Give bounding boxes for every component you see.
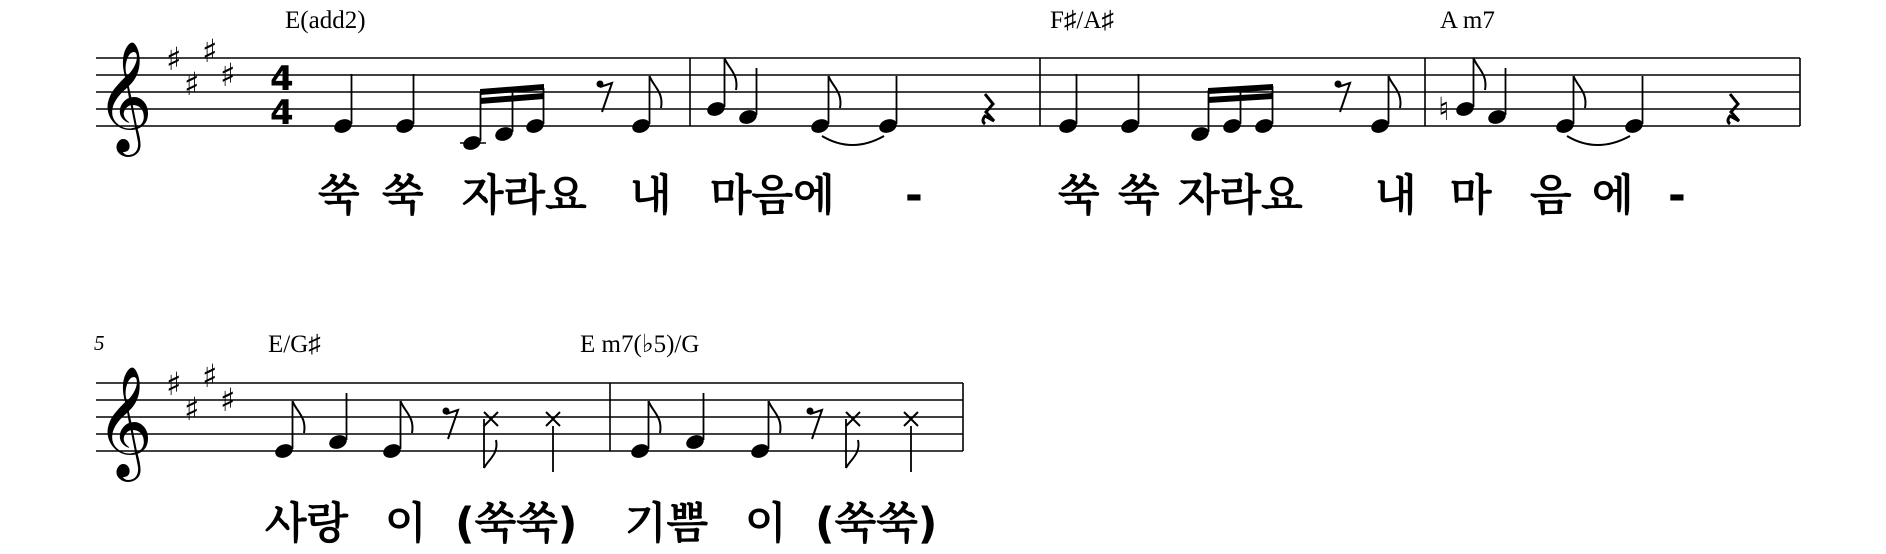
lyric-syllable: 쑥 bbox=[382, 171, 424, 221]
lyric-syllable: 이 bbox=[385, 499, 427, 549]
time-sig-denominator: 4 bbox=[270, 93, 294, 133]
chord-symbol: F♯/A♯ bbox=[1050, 7, 1114, 34]
lyric-syllable: 음 bbox=[1530, 171, 1572, 221]
x-notehead bbox=[546, 412, 560, 472]
svg-text:♯: ♯ bbox=[220, 56, 236, 94]
lyrics-line-1 bbox=[318, 171, 1686, 221]
measure-number: 5 bbox=[94, 331, 105, 355]
treble-clef-icon: 𝄞 bbox=[96, 365, 153, 477]
time-sig-numerator: 4 bbox=[270, 59, 294, 99]
measure-4 bbox=[1438, 58, 1739, 145]
lyric-syllable: 자라요 bbox=[1178, 171, 1303, 221]
x-notehead bbox=[904, 412, 918, 472]
lyric-syllable: - bbox=[1668, 171, 1686, 221]
system-1 bbox=[96, 7, 1800, 221]
x-notehead bbox=[846, 412, 860, 468]
svg-text:♯: ♯ bbox=[184, 65, 200, 103]
measure-6 bbox=[629, 393, 918, 472]
svg-text:♯: ♯ bbox=[166, 40, 182, 78]
lyric-syllable: 쑥 bbox=[1058, 171, 1100, 221]
measure-5 bbox=[273, 393, 560, 472]
svg-text:♯: ♯ bbox=[202, 32, 218, 70]
lyric-syllable: 내 bbox=[1375, 171, 1417, 221]
lyric-syllable: (쑥쑥) bbox=[815, 499, 938, 549]
chord-symbol: A m7 bbox=[1440, 7, 1495, 34]
chord-symbol: E m7(♭5)/G bbox=[580, 331, 700, 358]
eighth-rest bbox=[597, 81, 613, 113]
chord-symbol: E(add2) bbox=[285, 7, 366, 34]
lyrics-line-2 bbox=[265, 499, 937, 549]
x-notehead bbox=[484, 412, 498, 468]
natural-sign-icon: ♮ bbox=[1438, 90, 1450, 128]
treble-clef-icon: 𝄞 bbox=[96, 40, 153, 152]
measure-1 bbox=[332, 74, 661, 152]
lyric-syllable: 에 bbox=[1592, 171, 1634, 221]
lyric-syllable: 쑥 bbox=[318, 171, 360, 221]
lyric-syllable: 내 bbox=[630, 171, 672, 221]
lyric-syllable: 사랑 bbox=[265, 499, 349, 549]
lyric-syllable: - bbox=[905, 171, 923, 221]
svg-text:♯: ♯ bbox=[202, 357, 218, 395]
svg-text:♯: ♯ bbox=[220, 381, 236, 419]
lyric-syllable: 자라요 bbox=[462, 171, 587, 221]
lyric-syllable: 기쁨 bbox=[625, 499, 709, 549]
system-2 bbox=[94, 331, 963, 549]
svg-text:♯: ♯ bbox=[184, 390, 200, 428]
eighth-rest bbox=[1335, 81, 1351, 113]
lyric-syllable: 마음에 bbox=[710, 171, 835, 221]
lyric-syllable: (쑥쑥) bbox=[455, 499, 578, 549]
chord-symbol: E/G♯ bbox=[268, 331, 321, 358]
measure-2 bbox=[705, 58, 994, 145]
lyric-syllable: 마 bbox=[1450, 171, 1492, 221]
lyric-syllable: 이 bbox=[745, 499, 787, 549]
svg-text:♯: ♯ bbox=[166, 365, 182, 403]
lyric-syllable: 쑥 bbox=[1118, 171, 1160, 221]
